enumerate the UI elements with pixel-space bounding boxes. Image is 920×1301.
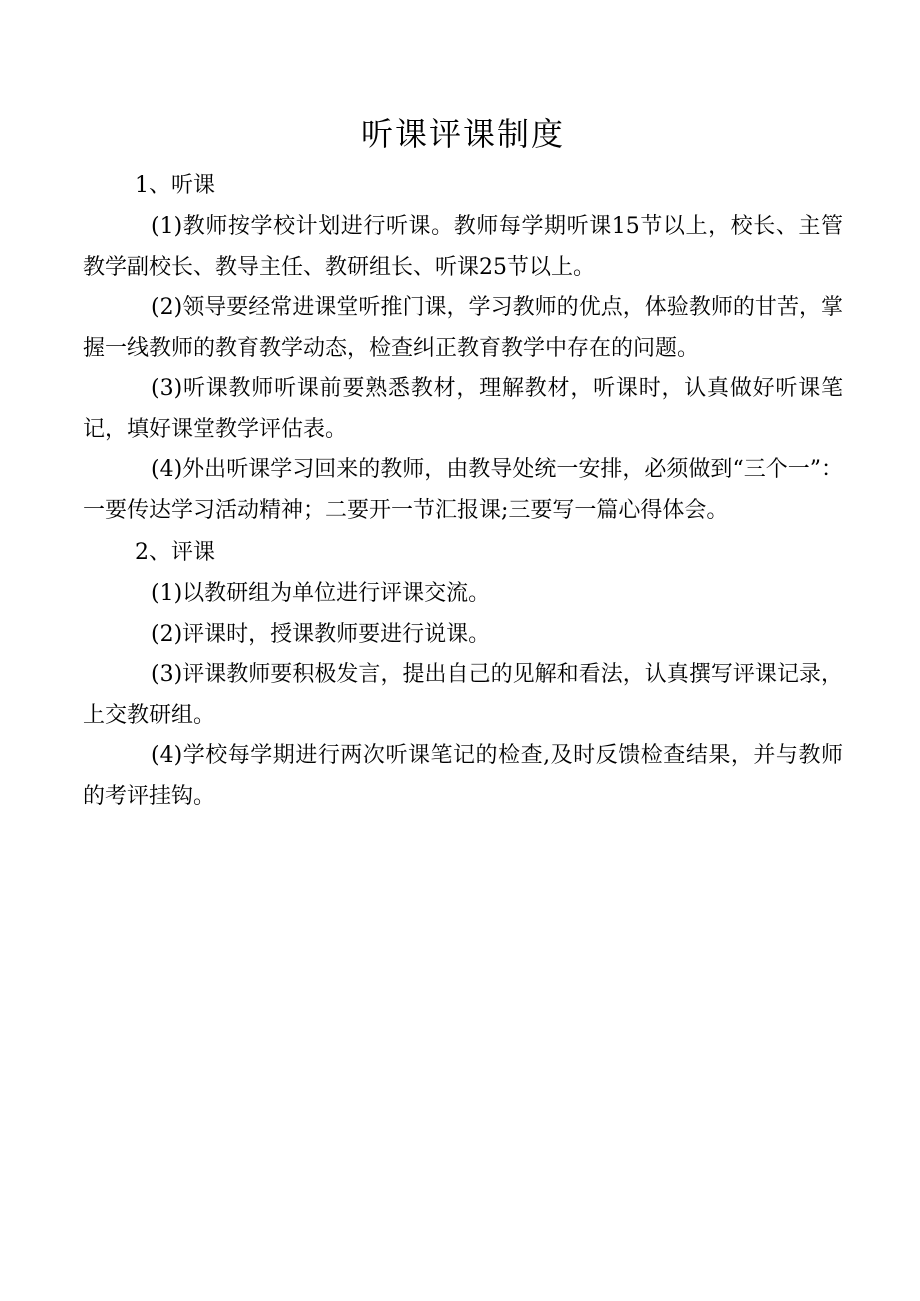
section-heading: 2、评课 [135,540,215,565]
section-heading: 1、听课 [135,173,215,198]
paragraph: (1)以教研组为单位进行评课交流。 [151,581,491,606]
section-evaluation [83,531,843,817]
paragraph: (4)外出听课学习回来的教师，由教导处统一安排，必须做到“三个一”：一要传达学习活动精神；二要开一节汇报课;三要写一篇心得体会。 [83,457,843,523]
document-title: 听课评课制度 [360,115,565,153]
paragraph: (2)评课时，授课教师要进行说课。 [151,621,491,647]
paragraph: (4)学校每学期进行两次听课笔记的检查,及时反馈检查结果，并与教师的考评挂钩。 [83,743,843,809]
section-listening [83,164,843,531]
paragraph: (2)领导要经常进课堂听推门课，学习教师的优点，体验教师的甘苦，掌握一线教师的教育教学动态，检查纠正教育教学中存在的问题。 [83,295,843,361]
document-page [83,108,843,817]
paragraph: (3)听课教师听课前要熟悉教材，理解教材，听课时，认真做好听课笔记，填好课堂教学评估表。 [83,376,843,442]
paragraph: (1)教师按学校计划进行听课。教师每学期听课15节以上，校长、主管教学副校长、教导主任、教研组长、听课25节以上。 [83,214,843,280]
paragraph: (3)评课教师要积极发言，提出自己的见解和看法，认真撰写评课记录，上交教研组。 [83,662,843,728]
